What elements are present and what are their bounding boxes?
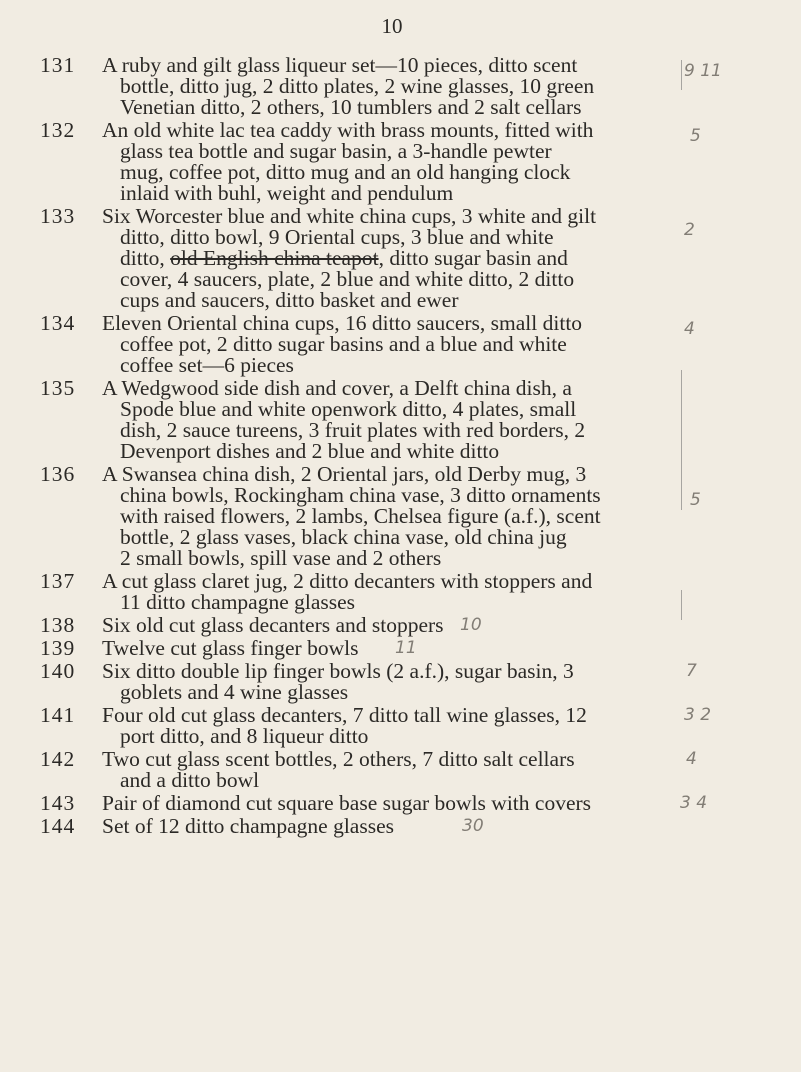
struck-text: old English china teapot — [170, 246, 379, 270]
handwritten-price: 4 — [684, 319, 695, 339]
lot-line: Set of 12 ditto champagne glasses — [102, 814, 394, 838]
lot-line: inlaid with buhl, weight and pendulum — [120, 181, 454, 205]
lot-description — [102, 749, 677, 791]
lot-entry — [0, 638, 801, 659]
handwritten-price: 10 — [460, 615, 482, 635]
lot-entry — [0, 705, 801, 747]
lot-number: 139 — [40, 636, 76, 660]
handwritten-price: 9 11 — [684, 61, 722, 81]
handwritten-price: 2 — [684, 220, 695, 240]
handwritten-price: 3 2 — [684, 705, 712, 725]
lot-description — [102, 120, 677, 204]
margin-rule — [681, 60, 682, 90]
lot-line: ditto, old English china teapot, ditto sugar basin and — [120, 246, 568, 270]
handwritten-price: 5 — [690, 126, 701, 146]
lot-line: ditto, ditto bowl, 9 Oriental cups, 3 blue and white — [120, 225, 554, 249]
lot-number: 131 — [40, 53, 76, 77]
lot-description — [102, 615, 677, 636]
lot-line: An old white lac tea caddy with brass mounts, fitted with — [102, 118, 594, 142]
margin-rule — [681, 590, 682, 620]
handwritten-price: 30 — [462, 816, 484, 836]
lot-description — [102, 705, 677, 747]
lot-line: dish, 2 sauce tureens, 3 fruit plates with red borders, 2 — [120, 418, 586, 442]
lot-line: goblets and 4 wine glasses — [120, 680, 349, 704]
lot-description — [102, 206, 677, 311]
lot-line: port ditto, and 8 liqueur ditto — [120, 724, 369, 748]
lot-line: coffee set—6 pieces — [120, 353, 294, 377]
lot-line: Devenport dishes and 2 blue and white ditto — [120, 439, 500, 463]
lot-line: Pair of diamond cut square base sugar bowls with covers — [102, 791, 592, 815]
lot-entry — [0, 120, 801, 204]
lot-line: A Wedgwood side dish and cover, a Delft china dish, a — [102, 376, 572, 400]
lot-number: 135 — [40, 376, 76, 400]
lot-description — [102, 638, 677, 659]
lot-line: bottle, 2 glass vases, black china vase, old china jug — [120, 525, 567, 549]
lot-description — [102, 378, 677, 462]
lot-line: china bowls, Rockingham china vase, 3 ditto ornaments — [120, 483, 601, 507]
lot-number: 137 — [40, 569, 76, 593]
lot-line: A ruby and gilt glass liqueur set—10 pieces, ditto scent — [102, 53, 578, 77]
lot-line: Two cut glass scent bottles, 2 others, 7 ditto salt cellars — [102, 747, 575, 771]
lot-line: cover, 4 saucers, plate, 2 blue and white ditto, 2 ditto — [120, 267, 575, 291]
lot-number: 136 — [40, 462, 76, 486]
lot-line: cups and saucers, ditto basket and ewer — [120, 288, 459, 312]
lot-number: 132 — [40, 118, 76, 142]
lot-description — [102, 793, 677, 814]
lot-description — [102, 55, 677, 118]
lot-line: Six Worcester blue and white china cups, 3 white and gilt — [102, 204, 597, 228]
lot-line: mug, coffee pot, ditto mug and an old hanging clock — [120, 160, 571, 184]
lot-description — [102, 313, 677, 376]
lot-line: Twelve cut glass finger bowls — [102, 636, 359, 660]
lot-line: 2 small bowls, spill vase and 2 others — [120, 546, 442, 570]
lot-line: Eleven Oriental china cups, 16 ditto saucers, small ditto — [102, 311, 583, 335]
page-number: 10 — [381, 14, 403, 38]
lot-line: Six old cut glass decanters and stoppers — [102, 613, 444, 637]
handwritten-price: 7 — [686, 661, 697, 681]
lot-description — [102, 464, 677, 569]
handwritten-price: 5 — [690, 490, 701, 510]
lot-entry — [0, 661, 801, 703]
lot-line: and a ditto bowl — [120, 768, 260, 792]
lot-line: bottle, ditto jug, 2 ditto plates, 2 wine glasses, 10 green — [120, 74, 595, 98]
lot-entry — [0, 793, 801, 814]
handwritten-price: 3 4 — [680, 793, 708, 813]
lot-number: 142 — [40, 747, 76, 771]
lot-entry — [0, 206, 801, 311]
lot-number: 143 — [40, 791, 76, 815]
lot-number: 144 — [40, 814, 76, 838]
lot-number: 140 — [40, 659, 76, 683]
lot-description — [102, 661, 677, 703]
lot-line: 11 ditto champagne glasses — [120, 590, 356, 614]
lot-number: 138 — [40, 613, 76, 637]
lot-line: coffee pot, 2 ditto sugar basins and a blue and white — [120, 332, 567, 356]
lot-number: 133 — [40, 204, 76, 228]
lot-line: Six ditto double lip finger bowls (2 a.f.), sugar basin, 3 — [102, 659, 574, 683]
lot-number: 141 — [40, 703, 76, 727]
lot-entry — [0, 749, 801, 791]
lot-line: A cut glass claret jug, 2 ditto decanters with stoppers and — [102, 569, 593, 593]
lot-description — [102, 816, 677, 837]
lot-line: Spode blue and white openwork ditto, 4 plates, small — [120, 397, 577, 421]
lot-entry — [0, 313, 801, 376]
lot-line: glass tea bottle and sugar basin, a 3-handle pewter — [120, 139, 552, 163]
lot-description — [102, 571, 677, 613]
lot-line: Four old cut glass decanters, 7 ditto tall wine glasses, 12 — [102, 703, 587, 727]
lot-entry — [0, 816, 801, 837]
lot-line: Venetian ditto, 2 others, 10 tumblers and 2 salt cellars — [120, 95, 582, 119]
lot-line: with raised flowers, 2 lambs, Chelsea figure (a.f.), scent — [120, 504, 601, 528]
handwritten-price: 4 — [686, 749, 697, 769]
margin-rule — [681, 370, 682, 510]
lot-line: A Swansea china dish, 2 Oriental jars, old Derby mug, 3 — [102, 462, 587, 486]
lot-number: 134 — [40, 311, 76, 335]
handwritten-price: 11 — [395, 638, 417, 658]
